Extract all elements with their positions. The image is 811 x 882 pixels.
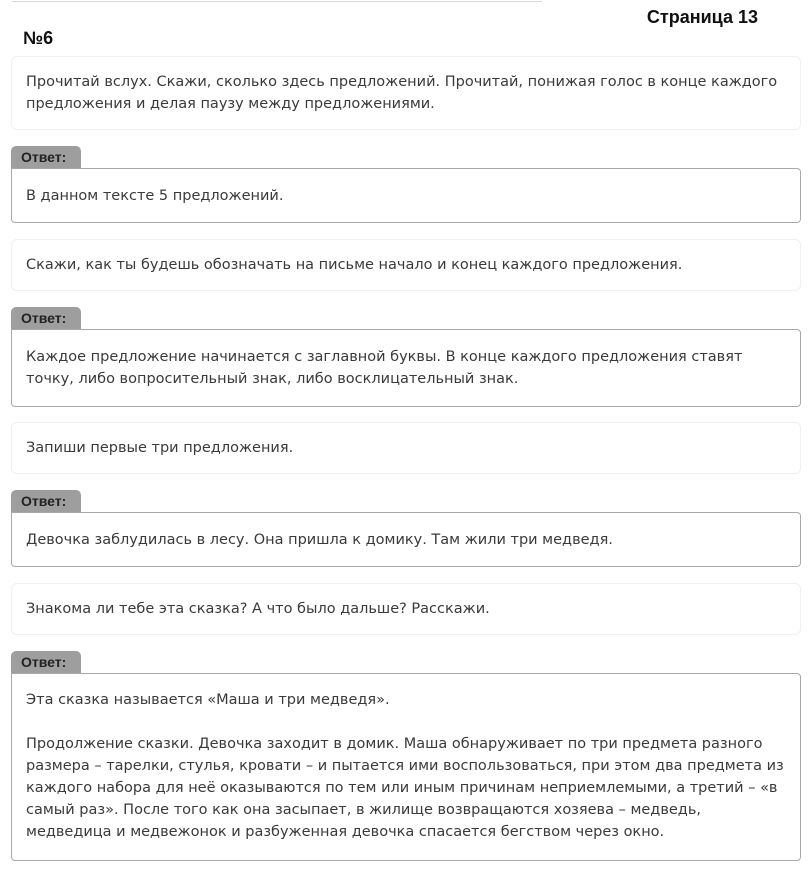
question-text: Прочитай вслух. Скажи, сколько здесь предложений. Прочитай, понижая голос в конце каждого предложения и делая паузу между предложениями. [26,74,778,112]
answer-text: Девочка заблудилась в лесу. Она пришла к домику. Там жили три медведя. [26,531,613,548]
question-box-2 [11,239,801,291]
answer-box-3 [11,512,801,567]
answer-box-4 [11,673,801,861]
answer-tab: Ответ: [11,490,81,512]
question-text: Запиши первые три предложения. [26,440,294,456]
question-box-4 [11,583,801,635]
answer-tab: Ответ: [11,307,81,329]
answer-text: Продолжение сказки. Девочка заходит в домик. Маша обнаруживает по три предмета разного размера – тарелки, стулья, кровати – и пытается ими воспользоваться, при этом два предмета из каждого набора для неё оказываются по тем или иным причинам неприемлемыми, а третий – «в самый раз». После того как она засыпает, в жилище возвращаются хозяева – медведь, медведица и медвежонок и разбуженная девочка спасается бегством через окно. [26,736,784,840]
question-box-1 [11,56,801,130]
top-divider [12,0,542,2]
answer-tab: Ответ: [11,651,81,673]
answer-text: В данном тексте 5 предложений. [26,187,284,204]
task-number: №6 [23,28,54,48]
answer-text: Каждое предложение начинается с заглавной буквы. В конце каждого предложения ставят точку, либо вопросительный знак, либо восклицательный знак. [26,349,743,387]
answer-text: Эта сказка называется «Маша и три медведя». [26,692,390,708]
question-box-3 [11,422,801,474]
answer-tab: Ответ: [11,146,81,168]
question-text: Скажи, как ты будешь обозначать на письме начало и конец каждого предложения. [26,257,683,273]
page-number: Страница 13 [646,7,758,27]
answer-box-1 [11,168,801,223]
answer-box-2 [11,329,801,407]
question-text: Знакома ли тебе эта сказка? А что было дальше? Расскажи. [26,601,490,617]
